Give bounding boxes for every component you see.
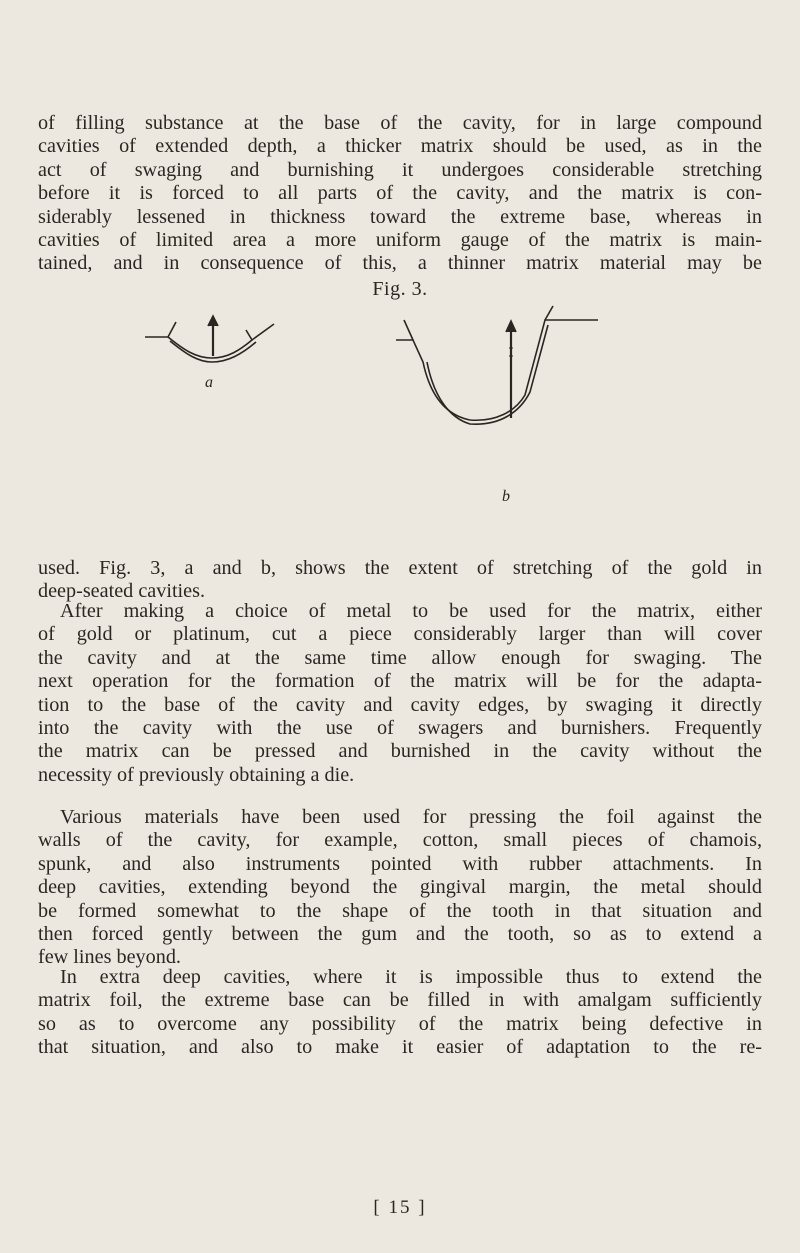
text-line: tion to the base of the cavity and cavity edges, by swaging it directly [38, 693, 762, 716]
text-line: walls of the cavity, for example, cotton, small pieces of chamois, [38, 829, 762, 852]
figure-label-a: a [205, 374, 213, 391]
text-line: then forced gently between the gum and the tooth, so as to extend a [38, 923, 762, 946]
text-line: act of swaging and burnishing it undergoes considerable stretching [38, 158, 762, 181]
paragraph-2 [38, 557, 762, 604]
text-line: After making a choice of metal to be used for the matrix, either [60, 600, 762, 622]
figure-label-b: b [502, 488, 510, 505]
text-line: deep cavities, extending beyond the gingival margin, the metal should [38, 876, 762, 899]
text-line: so as to overcome any possibility of the matrix being defective in [38, 1012, 762, 1035]
text-line: deep-seated cavities. [38, 580, 206, 603]
text-line: siderably lessened in thickness toward the extreme base, whereas in [38, 205, 762, 228]
text-line: the matrix can be pressed and burnished in the cavity without the [38, 740, 762, 763]
text-line: be formed somewhat to the shape of the tooth in that situation and [38, 899, 762, 922]
text-line: necessity of previously obtaining a die. [38, 763, 355, 786]
text-line: tained, and in consequence of this, a thinner matrix material may be [38, 252, 762, 275]
text-line: before it is forced to all parts of the cavity, and the matrix is con- [38, 182, 762, 205]
text-line: the cavity and at the same time allow enough for swaging. The [38, 646, 762, 669]
text-line: spunk, and also instruments pointed with rubber attachments. In [38, 852, 762, 875]
figure-a-drawing [145, 316, 274, 362]
paragraph-4 [38, 806, 762, 970]
text-line: In extra deep cavities, where it is impossible thus to extend the [60, 966, 762, 988]
text-line: of filling substance at the base of the cavity, for in large compound [38, 112, 762, 134]
paragraph-5 [38, 966, 762, 1060]
text-line: next operation for the formation of the matrix will be for the adapta- [38, 670, 762, 693]
figure-b-drawing [396, 306, 598, 424]
paragraph-3 [38, 600, 762, 787]
page-number: [ 15 ] [373, 1197, 427, 1218]
figure-title: Fig. 3. [372, 278, 428, 300]
figure-3-illustration [0, 0, 800, 540]
text-line: that situation, and also to make it easier of adaptation to the re- [38, 1036, 762, 1059]
text-line: matrix foil, the extreme base can be filled in with amalgam sufficiently [38, 989, 762, 1012]
text-line: cavities of limited area a more uniform gauge of the matrix is main- [38, 229, 762, 252]
text-line: used. Fig. 3, a and b, shows the extent of stretching of the gold in [38, 557, 762, 579]
text-line: few lines beyond. [38, 946, 181, 969]
text-line: cavities of extended depth, a thicker matrix should be used, as in the [38, 135, 762, 158]
text-line: of gold or platinum, cut a piece considerably larger than will cover [38, 623, 762, 646]
text-line: into the cavity with the use of swagers and burnishers. Frequently [38, 717, 762, 740]
text-line: Various materials have been used for pressing the foil against the [60, 806, 762, 828]
